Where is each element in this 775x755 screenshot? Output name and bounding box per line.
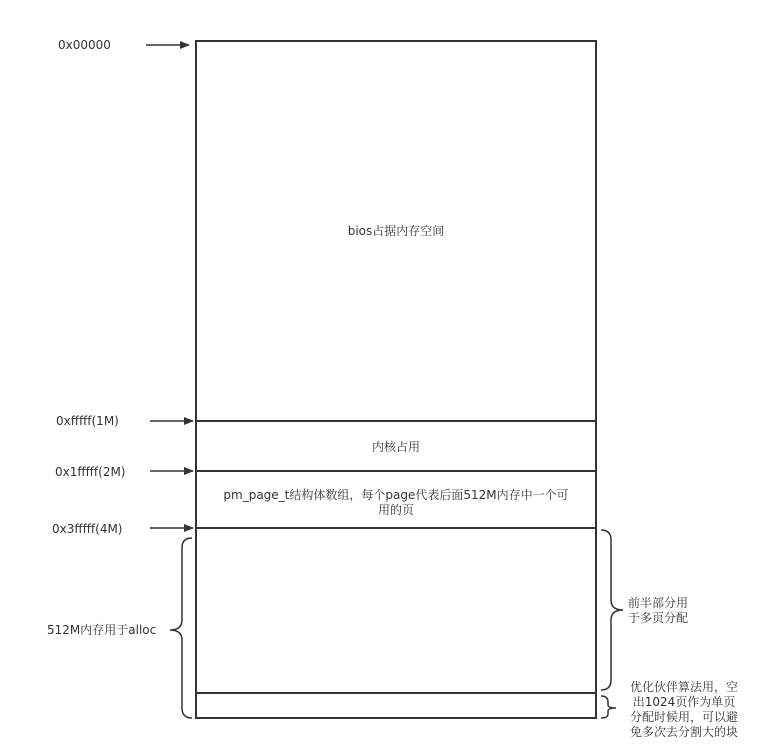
pm-page-line-1: pm_page_t结构体数组，每个page代表后面512M内存中一个可 [223,488,569,502]
pm-page-region-label [196,488,596,518]
bios-region-label: bios占据内存空间 [347,224,445,238]
multi-page-annotation [628,596,688,626]
alloc-annotation: 512M内存用于alloc [47,623,157,637]
kernel-region-label: 内核占用 [371,440,420,454]
pm-page-line-2: 用的页 [377,503,414,517]
single-page-line-2: 出1024页作为单页 [632,695,736,709]
left-brace [170,538,192,718]
right-brace-single [601,696,616,718]
address-4m: 0x3fffff(4M) [52,522,123,536]
memory-box [196,41,596,718]
single-page-line-3: 分配时候用，可以避 [630,710,739,724]
address-0x00000: 0x00000 [58,38,111,52]
single-page-line-4: 免多次去分割大的块 [630,725,739,739]
address-1m: 0xfffff(1M) [56,414,119,428]
address-2m: 0x1fffff(2M) [55,465,126,479]
multi-page-line-2: 于多页分配 [628,611,689,625]
single-page-line-1: 优化伙伴算法用，空 [630,680,739,694]
right-brace-multi [601,530,623,690]
multi-page-line-1: 前半部分用 [628,596,689,610]
single-page-annotation [630,680,738,740]
